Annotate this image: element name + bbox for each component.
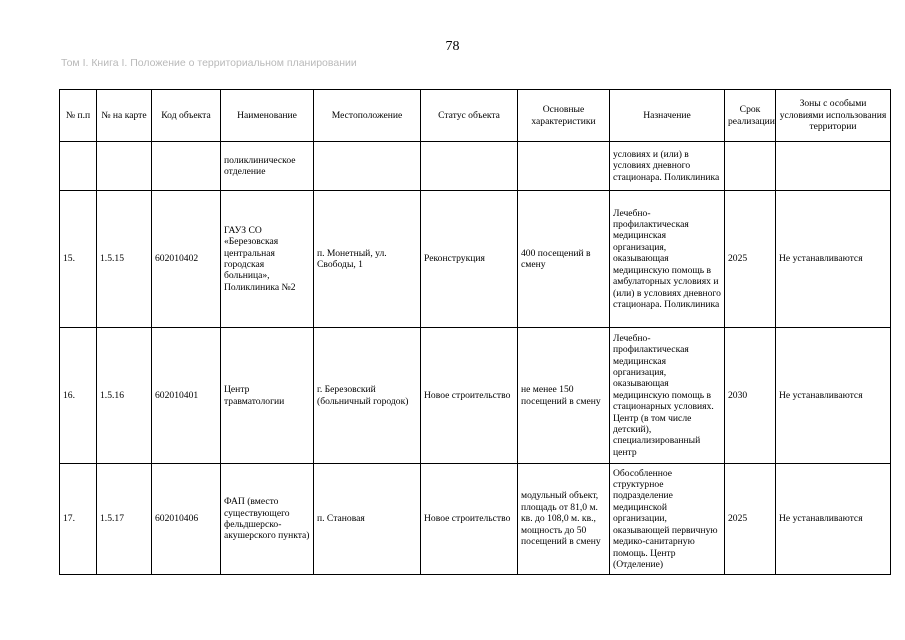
cell-status: Новое строительство (421, 328, 518, 464)
table-row (60, 191, 891, 328)
cell-name: Центр травматологии (221, 328, 314, 464)
cell-location: п. Монетный, ул. Свободы, 1 (314, 191, 421, 328)
cell-num: 15. (60, 191, 97, 328)
cell-code: 602010402 (152, 191, 221, 328)
cell-characteristics (518, 142, 610, 191)
cell-code: 602010406 (152, 464, 221, 575)
header-cell-zones: Зоны с особыми условиями использования территории (776, 90, 891, 142)
cell-purpose: Обособленное структурное подразделение медицинской организации, оказывающей первичную медико-санитарную помощь. Центр (Отделение) (610, 464, 725, 575)
cell-term: 2025 (725, 464, 776, 575)
header-cell-location: Местоположение (314, 90, 421, 142)
header-cell-purpose: Назначение (610, 90, 725, 142)
cell-location: г. Березовский (больничный городок) (314, 328, 421, 464)
cell-purpose: Лечебно-профилактическая медицинская организация, оказывающая медицинскую помощь в стационарных условиях. Центр (в том числе детский), специализированный центр (610, 328, 725, 464)
table-row (60, 464, 891, 575)
cell-term (725, 142, 776, 191)
header-cell-status: Статус объекта (421, 90, 518, 142)
cell-purpose: Лечебно-профилактическая медицинская организация, оказывающая медицинскую помощь в амбулаторных условиях и (или) в условиях дневного стационара. Поликлиника (610, 191, 725, 328)
cell-location: п. Становая (314, 464, 421, 575)
table-row (60, 142, 891, 191)
cell-characteristics: 400 посещений в смену (518, 191, 610, 328)
cell-code (152, 142, 221, 191)
table-row (60, 328, 891, 464)
header-cell-map-num: № на карте (97, 90, 152, 142)
cell-status (421, 142, 518, 191)
cell-map-num: 1.5.16 (97, 328, 152, 464)
cell-characteristics: не менее 150 посещений в смену (518, 328, 610, 464)
header-cell-code: Код объекта (152, 90, 221, 142)
cell-zones: Не устанавливаются (776, 191, 891, 328)
cell-characteristics: модульный объект, площадь от 81,0 м. кв. до 108,0 м. кв., мощность до 50 посещений в смену (518, 464, 610, 575)
header-cell-characteristics: Основные характеристики (518, 90, 610, 142)
cell-term: 2025 (725, 191, 776, 328)
cell-code: 602010401 (152, 328, 221, 464)
running-header: Том I. Книга I. Положение о территориальном планировании (61, 57, 357, 69)
cell-map-num: 1.5.17 (97, 464, 152, 575)
page-number: 78 (445, 39, 460, 54)
cell-num (60, 142, 97, 191)
table-header-row (60, 90, 891, 142)
cell-location (314, 142, 421, 191)
cell-zones: Не устанавливаются (776, 328, 891, 464)
header-cell-term: Срок реализации (725, 90, 776, 142)
cell-name: поликлиническое отделение (221, 142, 314, 191)
cell-map-num (97, 142, 152, 191)
objects-table (59, 89, 891, 575)
cell-name: ГАУЗ СО «Березовская центральная городская больница», Поликлиника №2 (221, 191, 314, 328)
header-cell-num: № п.п (60, 90, 97, 142)
cell-zones: Не устанавливаются (776, 464, 891, 575)
cell-term: 2030 (725, 328, 776, 464)
cell-num: 17. (60, 464, 97, 575)
cell-num: 16. (60, 328, 97, 464)
cell-name: ФАП (вместо существующего фельдшерско-акушерского пункта) (221, 464, 314, 575)
cell-map-num: 1.5.15 (97, 191, 152, 328)
cell-purpose: условиях и (или) в условиях дневного стационара. Поликлиника (610, 142, 725, 191)
cell-status: Реконструкция (421, 191, 518, 328)
cell-zones (776, 142, 891, 191)
header-cell-name: Наименование (221, 90, 314, 142)
cell-status: Новое строительство (421, 464, 518, 575)
